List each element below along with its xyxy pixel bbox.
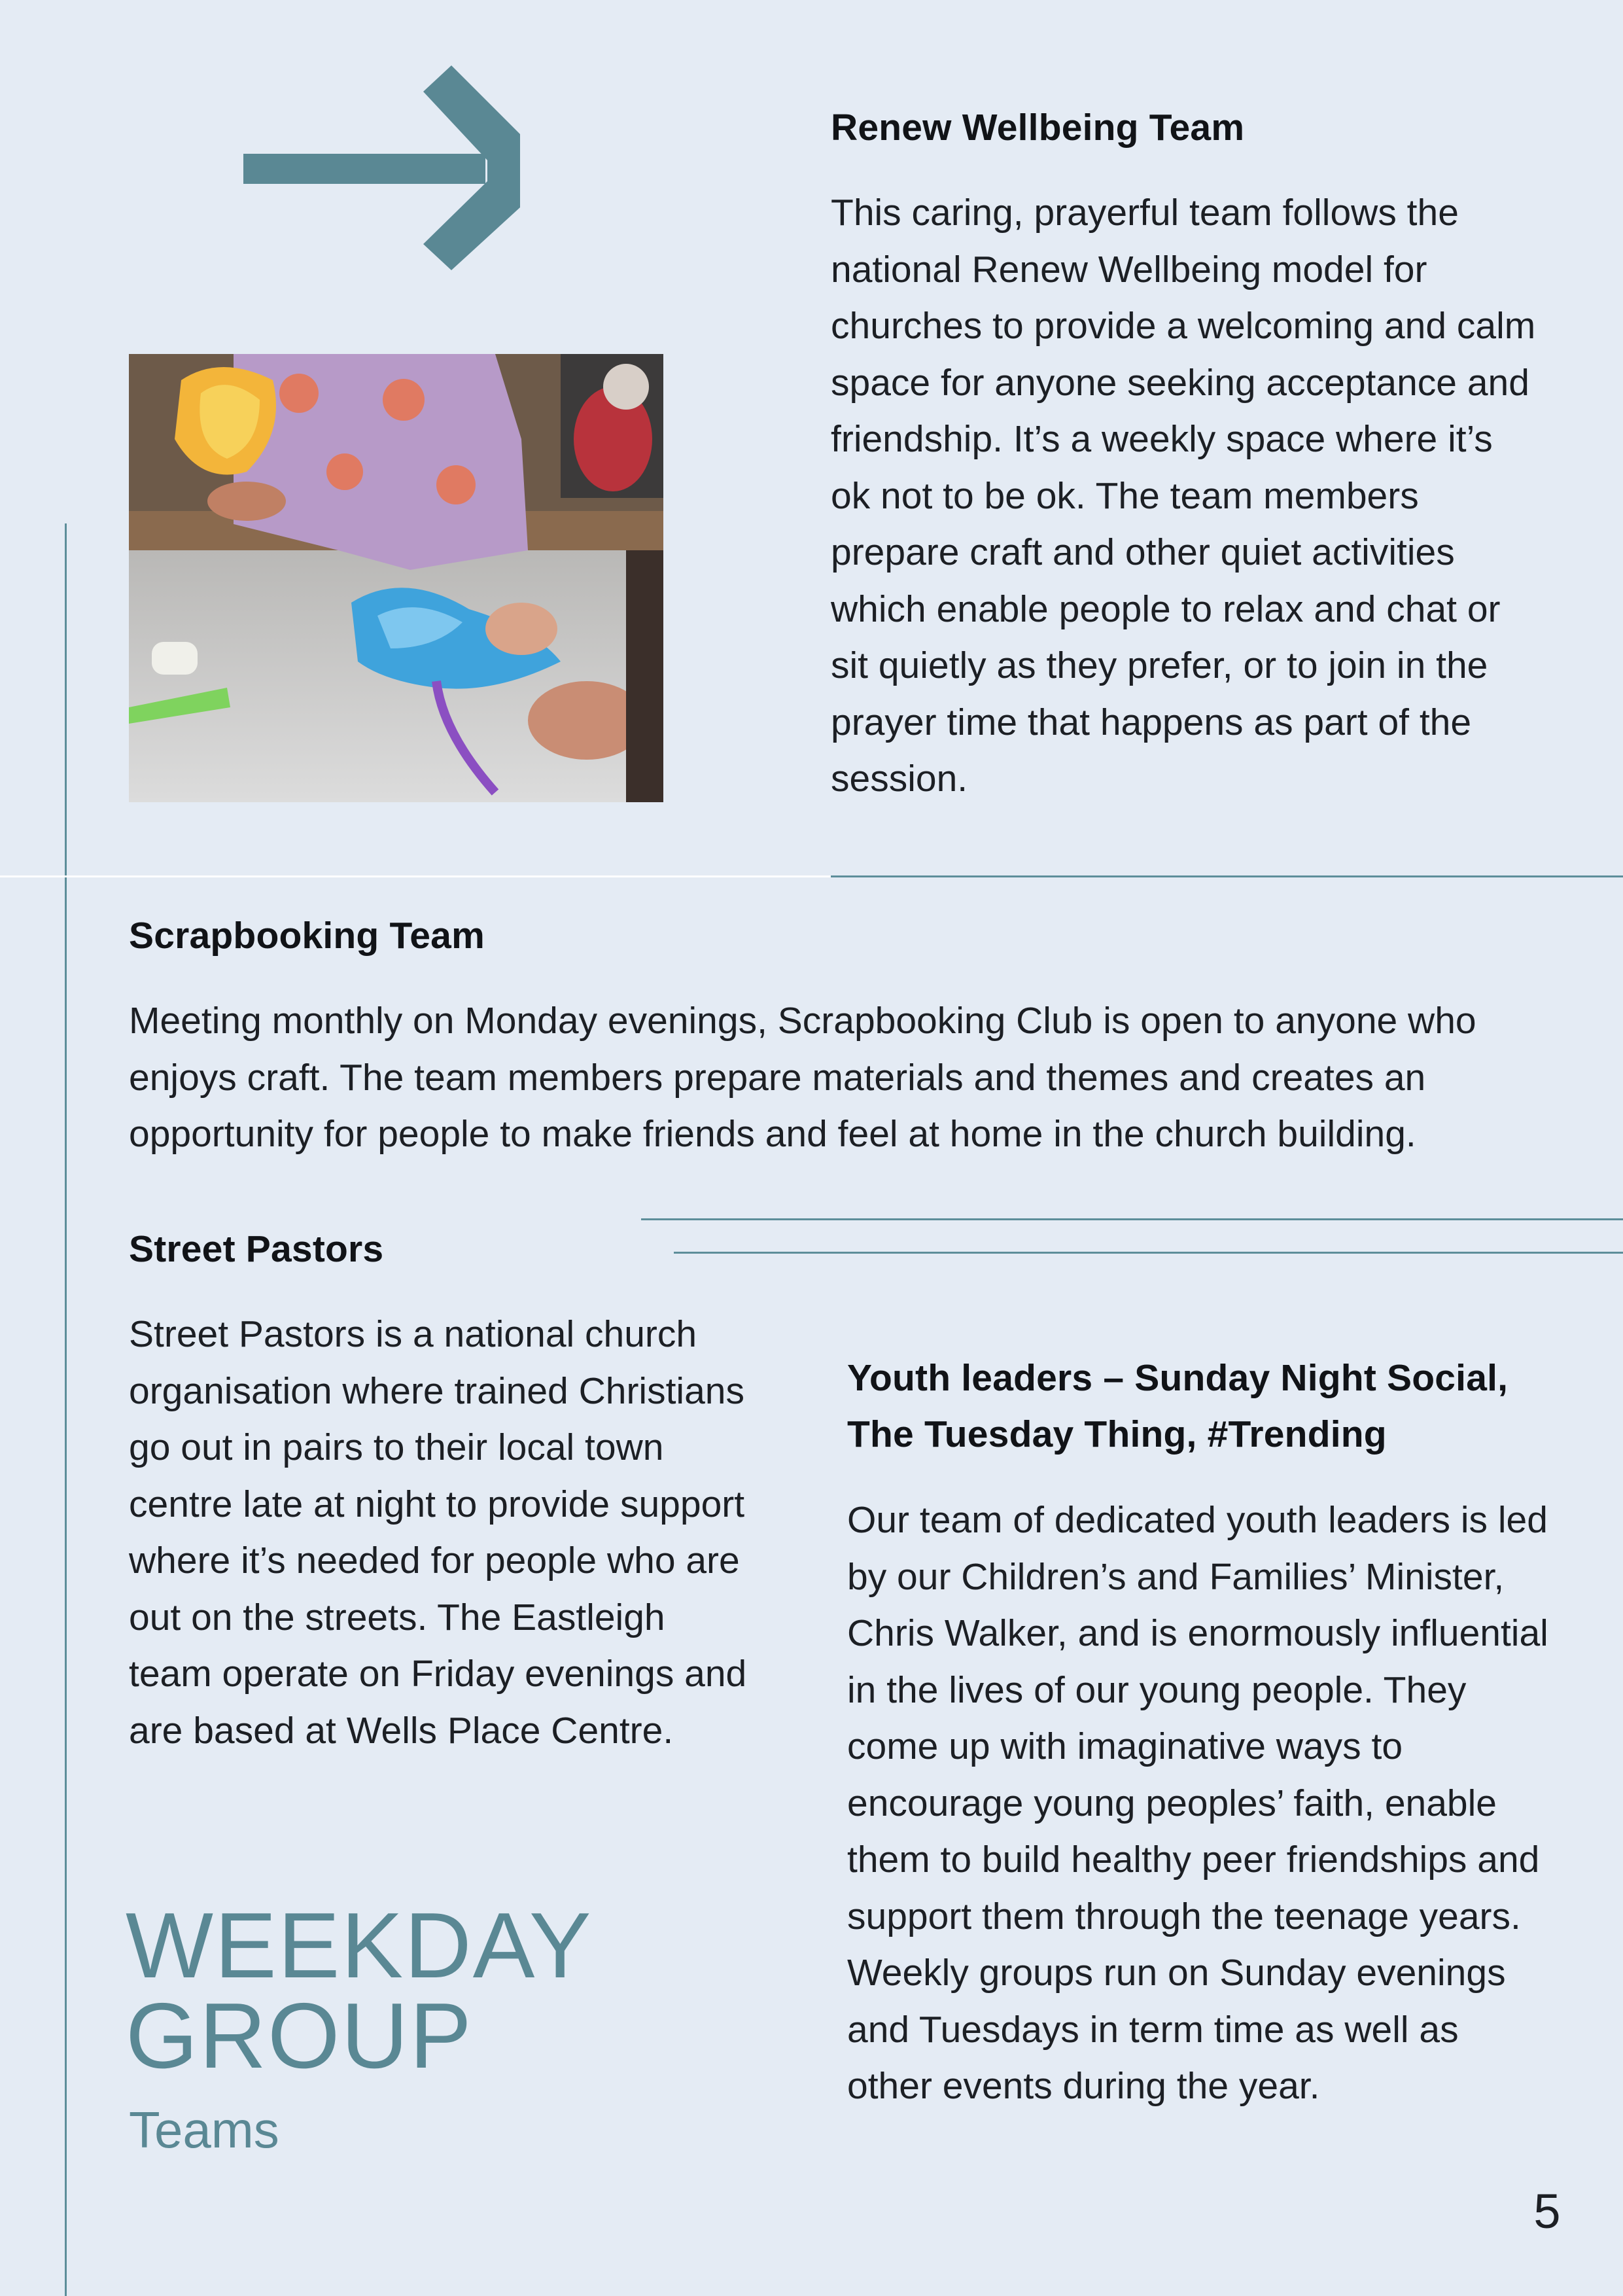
craft-photo (129, 354, 663, 802)
title-line-1: WEEKDAY (126, 1894, 593, 1998)
street-pastors-body: Street Pastors is a national church organisation where trained Christians go out in pairs to their local town centre late at night to provide support where it’s needed for people who are out on the streets. The Eastleigh team operate on Friday evenings and are based at Wells Place Centre. (129, 1313, 747, 1752)
left-vertical-rule (65, 523, 67, 2296)
divider-street-top (641, 1218, 1623, 1220)
arrow-right-icon (236, 62, 530, 278)
page-subtitle: Teams (129, 2101, 279, 2159)
title-line-2: GROUP (126, 1984, 473, 2088)
scrapbooking-body: Meeting monthly on Monday evenings, Scrapbooking Club is open to anyone who enjoys craft. The team members prepare materials and themes and creates an opportunity for people to make friends and feel at home in the church building. (129, 1000, 1476, 1155)
youth-heading: Youth leaders – Sunday Night Social, The Tuesday Thing, #Trending (847, 1357, 1509, 1455)
page-number: 5 (1533, 2184, 1561, 2238)
divider-renew (831, 875, 1623, 877)
page-title (126, 1894, 593, 2088)
street-pastors-heading: Street Pastors (129, 1228, 384, 1270)
divider-street-bottom (674, 1252, 1623, 1254)
scrapbooking-heading: Scrapbooking Team (129, 915, 485, 957)
renew-body: This caring, prayerful team follows the national Renew Wellbeing model for churches to provide a welcoming and calm space for anyone seeking acceptance and friendship. It’s a weekly space where it’s ok not to be ok. The team members prepare craft and other quiet activities which enable people to relax and chat or sit quietly as they prefer, or to join in the prayer time that happens as part of the session. (831, 192, 1536, 800)
renew-heading: Renew Wellbeing Team (831, 107, 1245, 149)
youth-body: Our team of dedicated youth leaders is led by our Children’s and Families’ Minister, Chris Walker, and is enormously influential in the lives of our young people. They come up with imaginative ways to encourage young peoples’ faith, enable them to build healthy peer friendships and support them through the teenage years. Weekly groups run on Sunday evenings and Tuesdays in term time as well as other events during the year. (847, 1499, 1548, 2107)
